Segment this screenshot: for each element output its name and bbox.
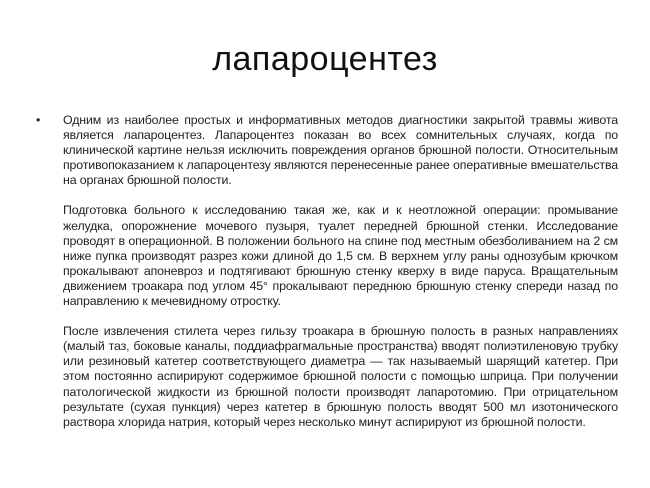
paragraph-preparation: Подготовка больного к исследованию такая же, как и к неотложной операции: промывание желудка, опорожнение мочевого пузыря, туалет передней брюшной стенки. Исследование проводят в операционной. В положении больного на спине под местным обезболиванием на 2 см ниже пупка производят разрез кожи длиной до 1,5 см. В верхнем углу раны однозубым крючком прокалывают апоневроз и подтягивают брюшную стенку кверху в виде паруса. Вращательным движением троакара под углом 45° прокалывают переднюю брюшную стенку спереди назад по направлению к мечевидному отростку. (63, 203, 618, 309)
paragraph-catheter: После извлечения стилета через гильзу троакара в брюшную полость в разных направлениях (малый таз, боковые каналы, поддиафрагмальные пространства) вводят полиэтиленовую трубку или резиновый катетер соответствующего диаметра — так называемый шарящий катетер. При этом постоянно аспирируют содержимое брюшной полости с помощью шприца. При получении патологической жидкости из брюшной полости производят лапаротомию. При отрицательном результате (сухая пункция) через катетер в брюшную полость вводят 500 мл изотонического раствора хлорида натрия, который через несколько минут аспирируют из брюшной полости. (63, 324, 618, 429)
paragraph-intro: Одним из наиболее простых и информативных методов диагностики закрытой травмы живота является лапароцентез. Лапароцентез показан во всех сомнительных случаях, когда по клинической картине нельзя исключить повреждения органов брюшной полости. Относительным противопоказанием к лапароцентезу являются перенесенные ранее оперативные вмешательства на органах брюшной полости. (63, 113, 618, 188)
bullet-item (36, 113, 618, 430)
slide-content (36, 113, 618, 430)
slide-title: лапароцентез (212, 40, 438, 78)
bullet-body (63, 113, 618, 430)
bullet-icon: • (36, 113, 41, 127)
